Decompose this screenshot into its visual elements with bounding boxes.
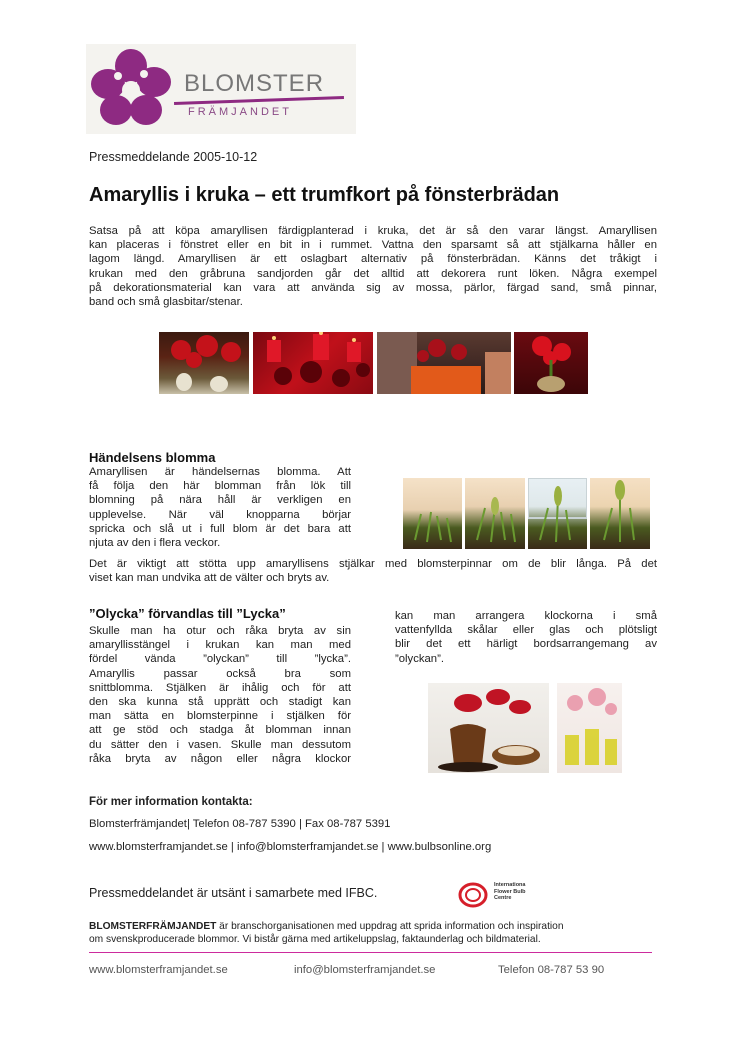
press-date: Pressmeddelande 2005-10-12 <box>89 150 258 164</box>
intro-line: kan placeras i fönstret eller en bit in i rummet. Vattna den sparsamt så att stjälkarna håller en <box>89 239 657 252</box>
section2-line: den ska kunna stå upprätt och stadigt kan <box>89 696 351 709</box>
section2-line: ”olyckan”. <box>395 652 444 665</box>
logo-sub: FRÄMJANDET <box>188 106 292 118</box>
photo-amaryllis-bulb <box>514 332 588 394</box>
ifbc-flower-icon <box>458 882 488 908</box>
section1-after-line: Det är viktigt att stötta upp amaryllisens stjälkar med blomsterpinnar om de blir långa. På det <box>89 558 657 570</box>
section2-line: amaryllisstängel i krukan kan man med <box>89 639 351 652</box>
contact-phone-line: Blomsterfrämjandet| Telefon 08-787 5390 | Fax 08-787 5391 <box>89 818 391 830</box>
about-rest: är branschorganisationen med uppdrag att sprida information och inspiration <box>216 921 564 932</box>
section1-line: få följa den här blomman från lök till <box>89 480 351 493</box>
ifbc-logo-text <box>494 882 525 902</box>
section1-after-line: viset kan man undvika att de välter och bryts av. <box>89 572 330 585</box>
section2-left-paragraph <box>89 624 351 766</box>
section2-line: kan man arrangera klockorna i små <box>395 610 657 622</box>
section2-line: råka bryta av någon eller några klockor <box>89 752 351 765</box>
footer-phone: Telefon 08-787 53 90 <box>498 964 605 976</box>
footer-web[interactable]: www.blomsterframjandet.se <box>89 964 228 976</box>
section1-line: blomning på nära håll är verkligen en <box>89 494 351 507</box>
logo-name: BLOMSTER <box>184 70 325 97</box>
logo <box>86 44 356 134</box>
section1-paragraph <box>89 465 351 550</box>
ifbc-logo-line: Centre <box>494 895 512 901</box>
section2-line: snittblomma. Stjälken är ihålig och för att <box>89 681 351 694</box>
section1-line: njuta av den i flera veckor. <box>89 537 221 550</box>
photo-growth-1 <box>403 478 462 549</box>
photo-growth-4 <box>590 478 650 549</box>
intro-paragraph <box>89 224 657 309</box>
about-line-1 <box>89 920 657 933</box>
section2-right-paragraph <box>395 609 657 666</box>
section1-line: upplevelse. När väl knopparna börjar <box>89 508 351 521</box>
contact-web-line[interactable]: www.blomsterframjandet.se | info@blomsterframjandet.se | www.bulbsonline.org <box>89 841 492 853</box>
photo-glasses <box>557 683 622 773</box>
section2-line: du sätter den i vasen. Skulle man dessutom <box>89 738 351 751</box>
photo-red-candles <box>253 332 373 394</box>
photo-bowls <box>428 683 549 773</box>
footer-email[interactable]: info@blomsterframjandet.se <box>294 964 436 976</box>
photo-growth-3 <box>528 478 587 549</box>
section2-line: Skulle man ha otur och råka bryta av sin <box>89 625 351 637</box>
intro-line: Satsa på att köpa amaryllisen färdigplanterad i kruka, det är så den varar längst. Amaryllisen <box>89 225 657 237</box>
intro-line: lagom längd. Amaryllisen är ett oslagbart alternativ på fönsterbrädan. Känns det tråkigt i <box>89 253 657 266</box>
section2-line: Amaryllis passar också bra som <box>89 667 351 680</box>
ifbc-statement: Pressmeddelandet är utsänt i samarbete med IFBC. <box>89 886 378 900</box>
photo-amaryllis-pots <box>159 332 249 394</box>
about-line-2: om svenskproducerade blommor. Vi bistår gärna med artikeluppslag, faktaunderlag och bildmaterial. <box>89 934 541 945</box>
intro-line: på dekorationsmaterial kan vara att använda sig av mossa, pärlor, färgad sand, små pinnar, <box>89 281 657 294</box>
flower-logo-icon <box>86 44 176 134</box>
section2-line: fördel vända ”olyckan” till ”lycka”. <box>89 653 351 666</box>
section-title-olycka: ”Olycka” förvandlas till ”Lycka” <box>89 606 286 621</box>
section2-line: man sätta en blomsterpinne i stjälken för <box>89 710 351 723</box>
section1-line: Amaryllisen är händelsernas blomma. Att <box>89 466 351 478</box>
section2-line: blir det ett härligt bordsarrangemang av <box>395 638 657 651</box>
ifbc-logo-line: Flower Bulb <box>494 888 526 895</box>
section2-line: vattenfyllda skålar eller glas och plötsligt <box>395 624 657 637</box>
section2-line: att ge stöd och stadga åt blomman innan <box>89 724 351 737</box>
section-title-handelsens: Händelsens blomma <box>89 450 216 465</box>
ifbc-logo-line: Internationa <box>494 882 526 888</box>
photo-growth-2 <box>465 478 525 549</box>
about-text <box>89 920 657 946</box>
contact-title: För mer information kontakta: <box>89 796 253 808</box>
headline: Amaryllis i kruka – ett trumfkort på fönsterbrädan <box>89 184 560 206</box>
section1-line: spricka och slå ut i full blom är det bara att <box>89 522 351 535</box>
section1-after-paragraph <box>89 557 657 585</box>
about-org: BLOMSTERFRÄMJANDET <box>89 921 217 932</box>
intro-line: krukan med den gråbruna sandjorden går det alltid att dekorera runt löken. Några exempel <box>89 267 657 280</box>
footer-divider <box>89 952 652 953</box>
photo-orange-vase <box>377 332 511 394</box>
intro-line: band och små glasbitar/stenar. <box>89 296 243 309</box>
ifbc-logo <box>458 882 548 908</box>
